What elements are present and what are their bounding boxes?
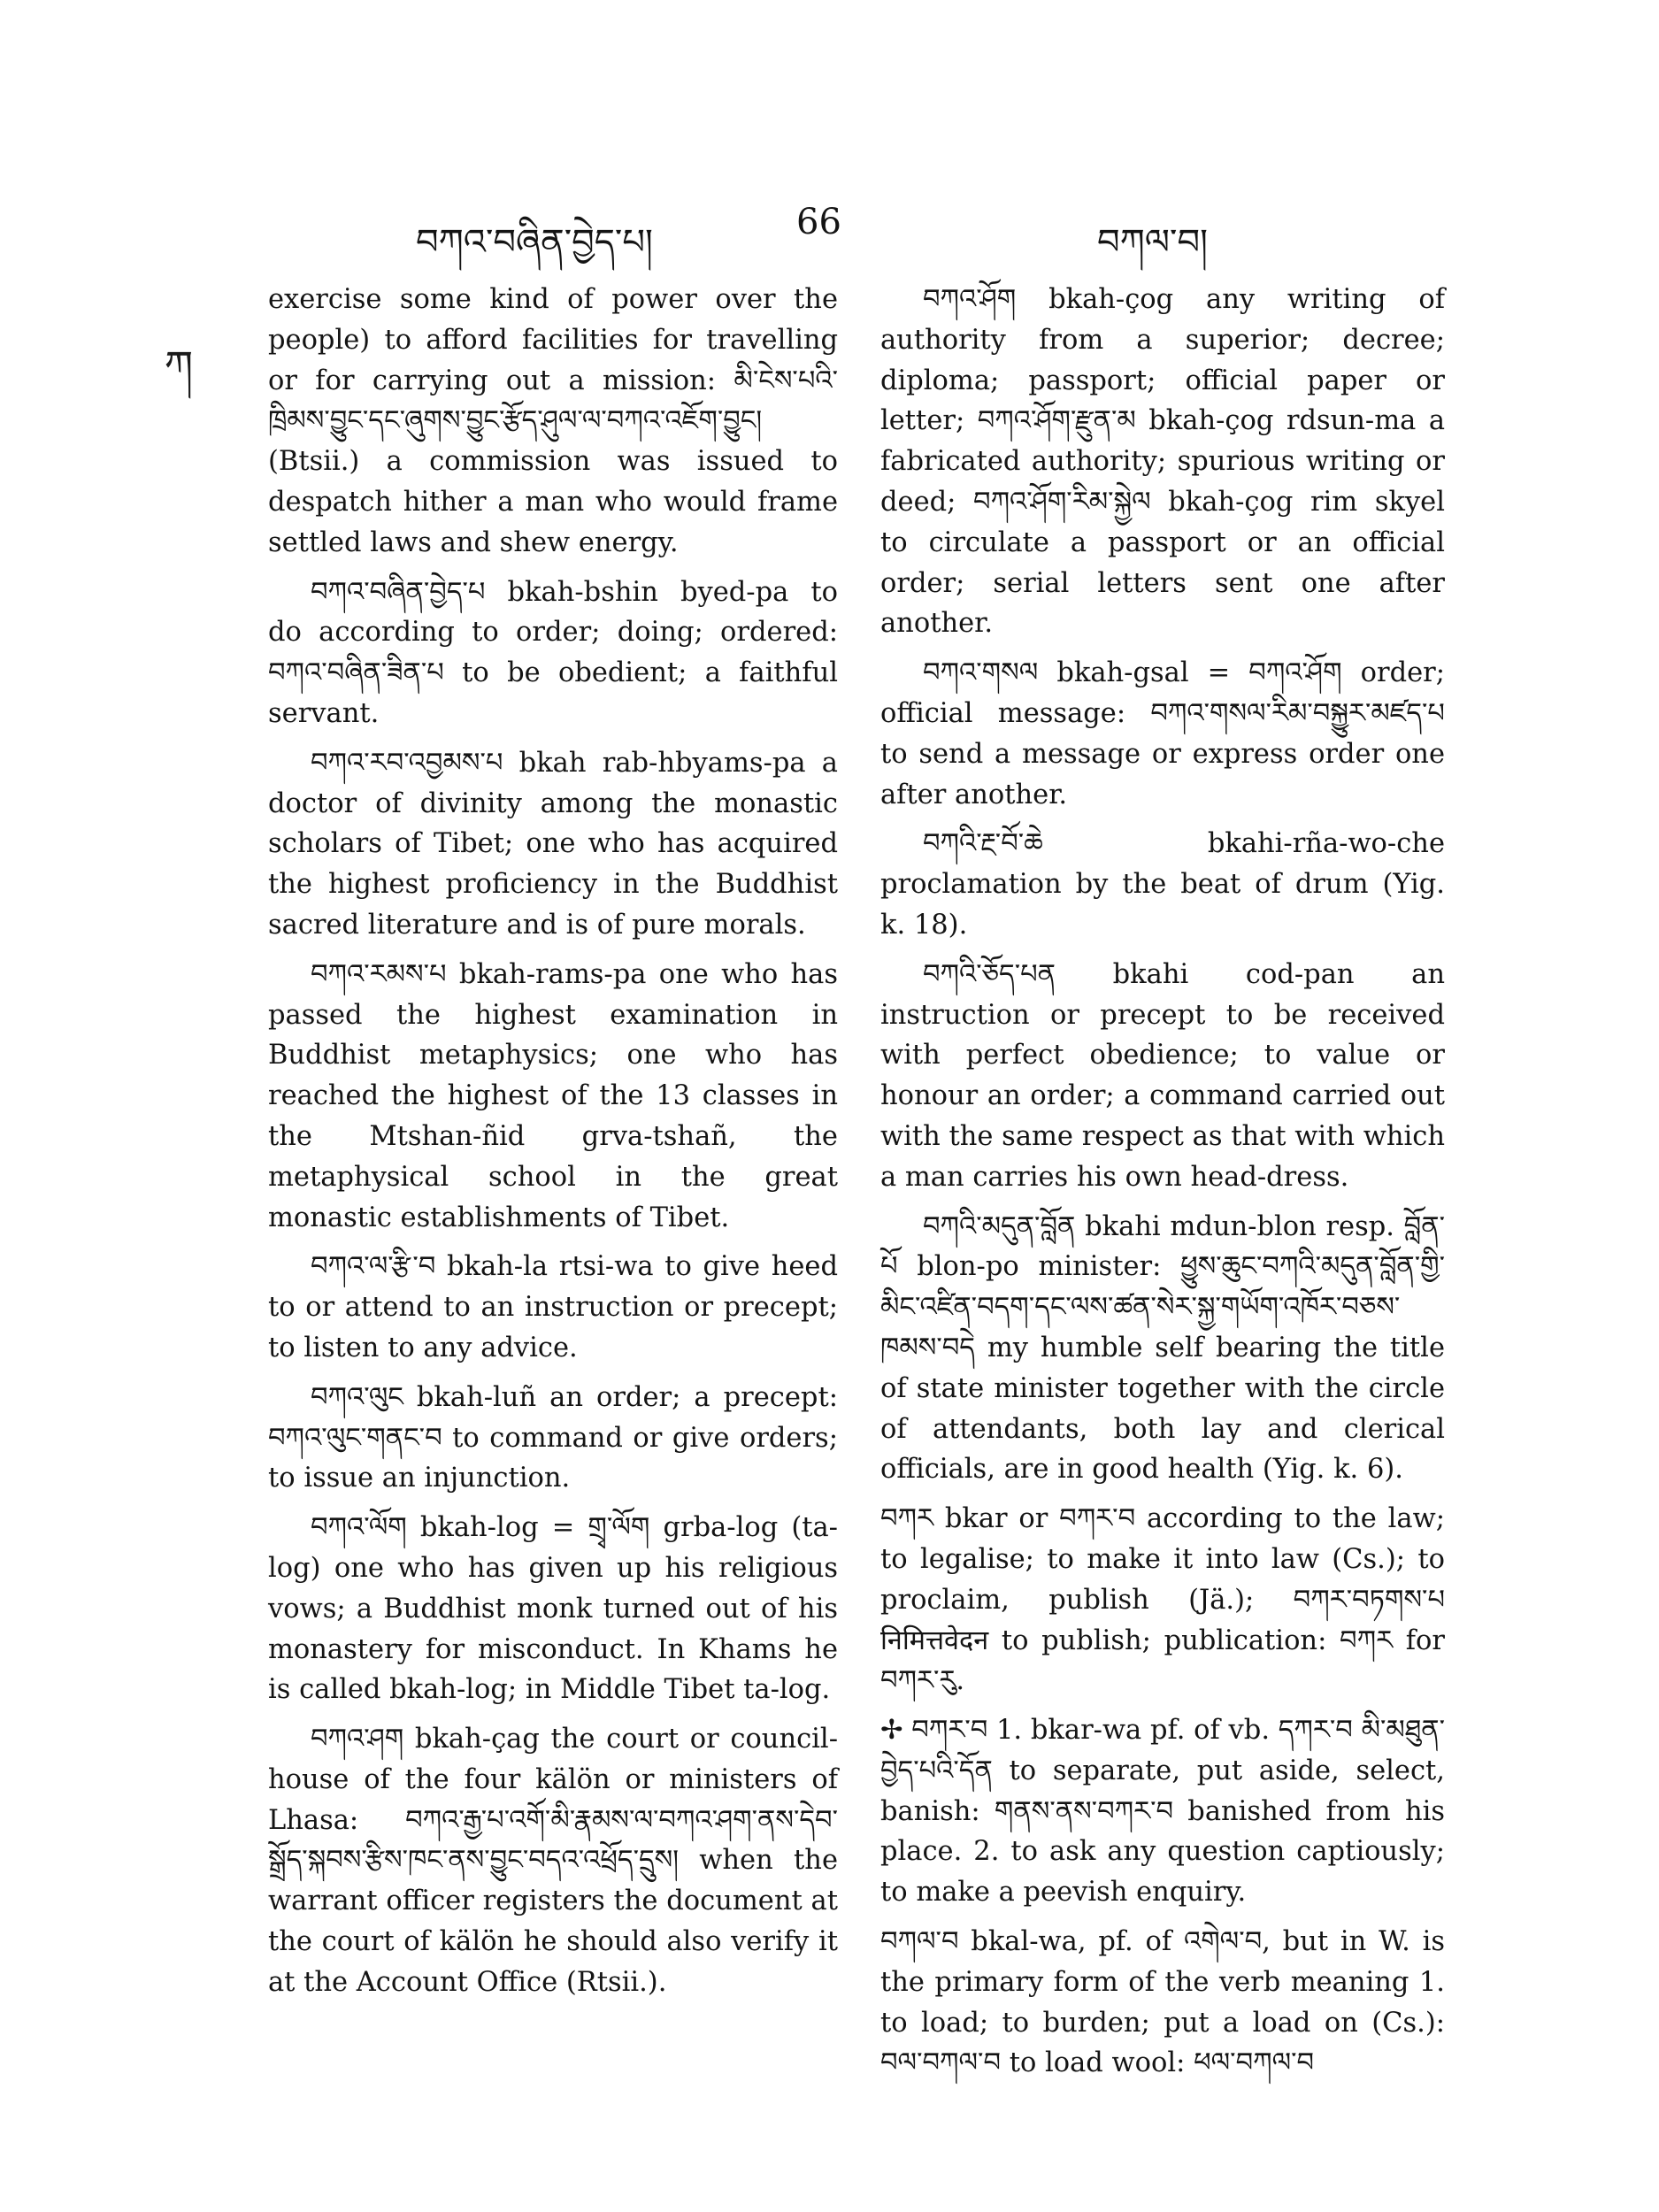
main-entry: བཀལ་བ bkal-wa, pf. of འགེལ་བ, but in W. is the primary form of the verb meaning 1. to load; to burden; put a load on (Cs.): བལ་བཀལ་བ to load wool: ཕལ་བཀལ་བ bbox=[880, 1926, 1445, 2079]
dictionary-entry: བཀའི་མདུན་བློན bkahi mdun-blon resp. བློན་པོ blon-po minister: ཕྱུས་ཆུང་བཀའི་མདུན་བློན་གྱི་མིང་འཛིན་བདག་དང་ལས་ཚན་སེར་སྐྱ་གཡོག་འཁོར་བཅས་ཁམས་བདེ my humble self bearing the title of state minister together with the circle of attendants, both lay and clerical officials, are in good health (Yig. k. 6). bbox=[880, 1210, 1445, 1486]
main-entry: ✢ བཀར་བ 1. bkar-wa pf. of vb. དཀར་བ མི་མཐུན་བྱེད་པའི་དོན to separate, put aside, select, banish: གནས་ནས་བཀར་བ banished from his place. 2. to ask any question captiously; to make a peevish enquiry. bbox=[880, 1715, 1445, 1909]
dictionary-entry: བཀའ་བཞིན་བྱེད་པ bkah-bshin byed-pa to do according to order; doing; ordered: བཀའ་བཞིན་ཟིན་པ to be obedient; a faithful servant. bbox=[268, 576, 838, 729]
page-header bbox=[0, 202, 1659, 263]
dictionary-entry: བཀའི་རྔ་བོ་ཆེ bkahi-rña-wo-che proclamation by the beat of drum (Yig. k. 18). bbox=[880, 828, 1445, 941]
dictionary-entry: བཀའ་ཤག bkah-çag the court or council-house of the four kälön or ministers of Lhasa: བཀའ་རྒྱ་པ་འགོ་མི་རྣམས་ལ་བཀའ་ཤག་ནས་དེབ་སྒྲོད་སྐབས་རྩིས་ཁང་ནས་བྱུང་བདའ་འཕྲོད་དྲུས། when the warrant officer registers the document at the court of kälön he should also verify it at the Account Office (Rtsii.). bbox=[268, 1724, 838, 1998]
page-number: 66 bbox=[796, 202, 841, 242]
dictionary-entry: བཀའ་ལོག bkah-log = གྲྭ་ལོག grba-log (ta-log) one who has given up his religious vows; a Buddhist monk turned out of his monastery for misconduct. In Khams he is called bkah-log; in Middle Tibet ta-log. bbox=[268, 1512, 838, 1706]
dictionary-entry: བཀའ་ལུང bkah-luñ an order; a precept: བཀའ་ལུང་གནང་བ to command or give orders; to issue an injunction. bbox=[268, 1381, 838, 1494]
main-entry: བཀར bkar or བཀར་བ according to the law; to legalise; to make it into law (Cs.); to proclaim, publish (Jä.); བཀར་བཏགས་པ निमित्तवेदन to publish; publication: བཀར for བཀར་རུ. bbox=[880, 1503, 1445, 1697]
left-column bbox=[268, 280, 838, 2012]
dictionary-entry: བཀའི་ཅོད་པན bkahi cod-pan an instruction or precept to be received with perfect obedience; to value or honour an order; a command carried out with the same respect as that with which a man carries his own head-dress. bbox=[880, 958, 1445, 1193]
dictionary-entry: exercise some kind of power over the people) to afford facilities for travelling or for carrying out a mission: མི་ངེས་པའི་ཁྲིམས་བྱུང་དང་ཞུགས་བྱུང་རྩོད་ཤུལ་ལ་བཀའ་འཇོག་བྱུང། (Btsii.) a commission was issued to despatch hither a man who would frame settled laws and shew energy. bbox=[268, 284, 838, 558]
dictionary-entry: བཀའ་ཤོག bkah-çog any writing of authority from a superior; decree; diploma; passport; official paper or letter; བཀའ་ཤོག་རྫུན་མ bkah-çog rdsun-ma a fabricated authority; spurious writing or deed; བཀའ་ཤོག་རིམ་སྐྱེལ bkah-çog rim skyel to circulate a passport or an official order; serial letters sent one after another. bbox=[880, 284, 1445, 640]
section-marker: ཀ bbox=[164, 342, 194, 389]
dictionary-entry: བཀའ་རམས་པ bkah-rams-pa one who has passed the highest examination in Buddhist metaphysics; one who has reached the highest of the 13 classes in the Mtshan-ñid grva-tshañ, the metaphysical school in the great monastic establishments of Tibet. bbox=[268, 958, 838, 1233]
right-column bbox=[880, 280, 1445, 2093]
running-head-left: བཀའ་བཞིན་བྱེད་པ། bbox=[416, 222, 653, 263]
dictionary-entry: བཀའ་ལ་རྩི་བ bkah-la rtsi-wa to give heed to or attend to an instruction or precept; to listen to any advice. bbox=[268, 1251, 838, 1363]
dictionary-entry: བཀའ་གསལ bkah-gsal = བཀའ་ཤོག order; official message: བཀའ་གསལ་རིམ་བསྐྱུར་མཛད་པ to send a message or express order one after another. bbox=[880, 657, 1445, 810]
dictionary-entry: བཀའ་རབ་འབྱམས་པ bkah rab-hbyams-pa a doctor of divinity among the monastic scholars of Tibet; one who has acquired the highest proficiency in the Buddhist sacred literature and is of pure morals. bbox=[268, 747, 838, 941]
running-head-right: བཀལ་བ། bbox=[1097, 222, 1208, 263]
